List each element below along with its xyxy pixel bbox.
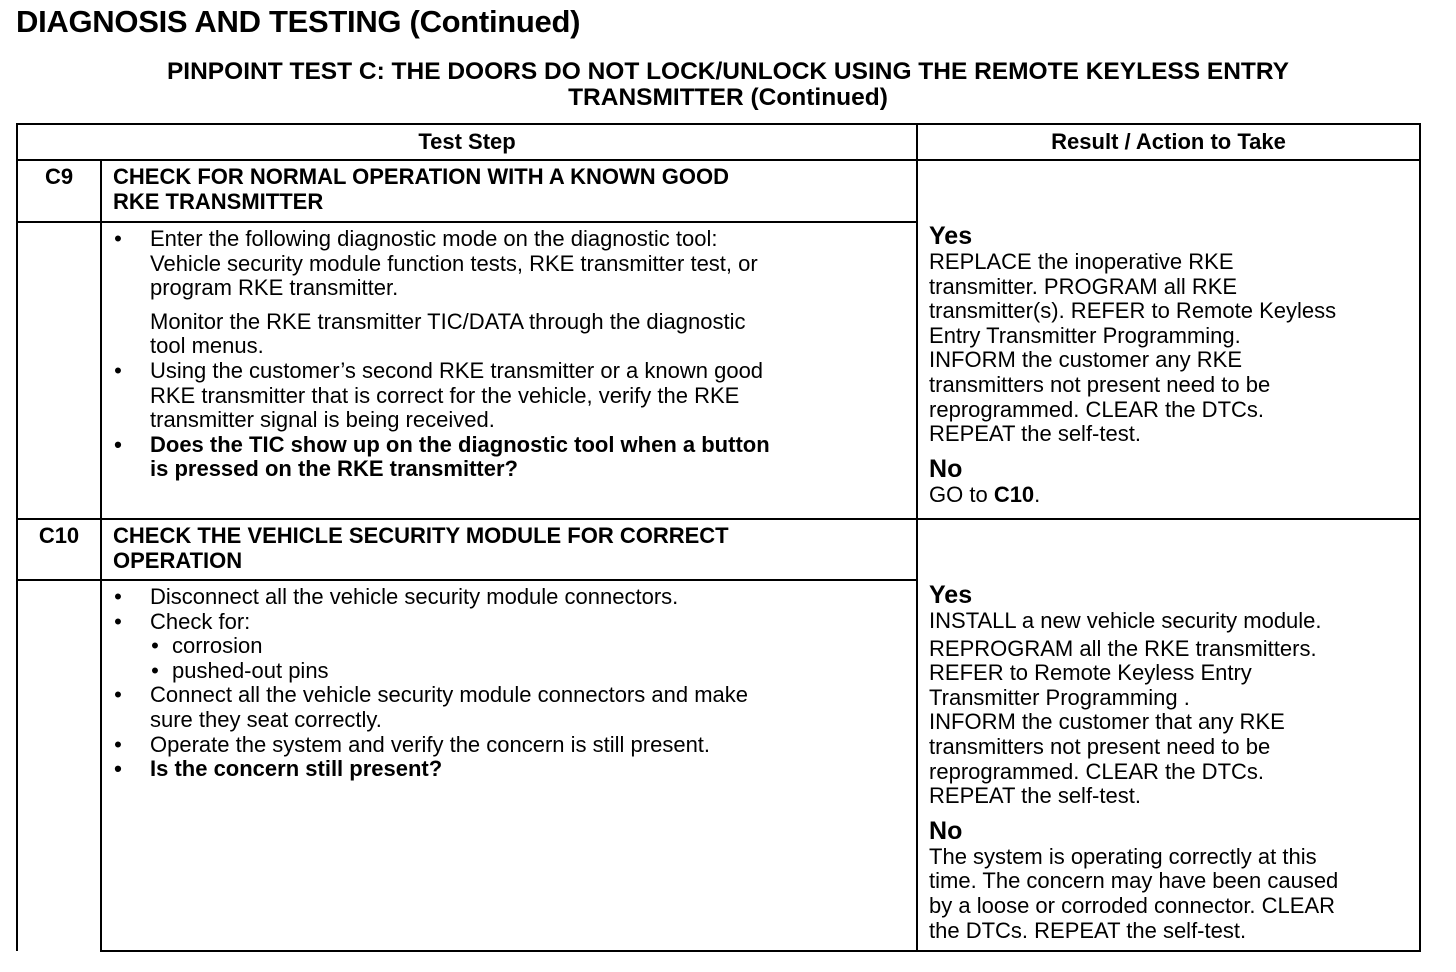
result-c10-yes-line: transmitters not present need to be <box>929 733 1271 759</box>
text-line: Enter the following diagnostic mode on the diagnostic tool: <box>150 226 718 251</box>
step-c10-item-4 <box>113 733 906 758</box>
step-title-c9-line-1: CHECK FOR NORMAL OPERATION WITH A KNOWN GOOD <box>113 164 729 189</box>
step-c9-item-1 <box>113 227 906 359</box>
result-c10-yes-line: Transmitter Programming . <box>929 684 1190 710</box>
step-c10-instructions <box>101 580 917 951</box>
step-c10-number-spacer <box>17 580 101 951</box>
text-line: Disconnect all the vehicle security module connectors. <box>150 584 679 609</box>
bullet: • <box>114 682 122 708</box>
step-c9-question <box>113 433 906 482</box>
text-line: Check for: <box>150 608 251 634</box>
table-header-row <box>17 124 1420 160</box>
text-line: corrosion <box>172 633 263 659</box>
step-title-c10-line-2: OPERATION <box>113 547 243 573</box>
test-title-line-2: TRANSMITTER (Continued) <box>568 84 888 111</box>
step-c10-item-2 <box>113 610 906 684</box>
result-c9-yes-line: REPLACE the inoperative RKE <box>929 249 1234 274</box>
pinpoint-test-title <box>40 59 1416 111</box>
step-c10-header-row <box>17 519 1420 580</box>
step-c9-number-spacer <box>17 222 101 519</box>
text-line: Using the customer’s second RKE transmitter or a known good <box>150 357 764 383</box>
result-c10-yes-line: INSTALL a new vehicle security module. <box>929 608 1322 633</box>
result-c10-yes-line: REFER to Remote Keyless Entry <box>929 660 1252 686</box>
result-c10-no-line: The system is operating correctly at this <box>929 843 1317 869</box>
check-item-pushed-out-pins <box>150 659 906 684</box>
step-c9-item-2 <box>113 359 906 433</box>
column-header-result: Result / Action to Take <box>917 124 1420 160</box>
step-c10-question <box>113 757 906 782</box>
result-c10-no-label: No <box>929 816 963 845</box>
step-c9-instructions <box>101 222 917 519</box>
bullet: • <box>114 431 122 457</box>
result-c9-no-label: No <box>929 454 963 483</box>
bullet: • <box>114 584 122 609</box>
text-line: transmitter signal is being received. <box>150 407 495 433</box>
bullet: • <box>114 731 122 757</box>
text-line: sure they seat correctly. <box>150 706 382 732</box>
result-c9-no-prefix: GO to <box>929 481 994 507</box>
text-line: Monitor the RKE transmitter TIC/DATA through the diagnostic <box>150 308 746 334</box>
result-c9-yes-line: REPEAT the self-test. <box>929 421 1141 447</box>
result-c10-yes-line: REPROGRAM all the RKE transmitters. <box>929 635 1317 661</box>
bullet: • <box>114 608 122 634</box>
pinpoint-test-table <box>16 123 1421 952</box>
result-c10-yes-line: INFORM the customer that any RKE <box>929 709 1285 735</box>
step-number-c10: C10 <box>17 519 101 580</box>
result-c10-no-line: time. The concern may have been caused <box>929 868 1339 894</box>
result-c9-no-suffix: . <box>1034 481 1041 507</box>
check-for-list <box>150 634 906 683</box>
result-c9-yes-line: Entry Transmitter Programming. <box>929 322 1241 348</box>
result-c9-no-text <box>929 483 1411 508</box>
step-title-c9-line-2: RKE TRANSMITTER <box>113 188 324 214</box>
step-c9-header-row <box>17 160 1420 222</box>
bullet: • <box>114 357 122 383</box>
step-c10-item-3 <box>113 683 906 732</box>
result-c10-no-line: by a loose or corroded connector. CLEAR <box>929 892 1336 918</box>
text-line: pushed-out pins <box>172 657 329 683</box>
bullet: • <box>114 756 122 782</box>
text-line: Vehicle security module function tests, RKE transmitter test, or <box>150 250 758 276</box>
result-c9-yes-line: INFORM the customer any RKE <box>929 347 1242 373</box>
result-c10-yes-text <box>929 637 1411 809</box>
text-line: is pressed on the RKE transmitter? <box>150 456 518 482</box>
result-c9-yes-line: transmitter. PROGRAM all RKE <box>929 273 1238 299</box>
result-c9-yes-line: reprogrammed. CLEAR the DTCs. <box>929 396 1265 422</box>
result-c9 <box>917 160 1420 519</box>
bullet: • <box>151 633 159 659</box>
result-c10 <box>917 519 1420 951</box>
step-c9-note <box>150 310 906 359</box>
step-title-c10 <box>101 519 917 580</box>
test-title-line-1: PINPOINT TEST C: THE DOORS DO NOT LOCK/UNLOCK USING THE REMOTE KEYLESS ENTRY <box>166 58 1290 85</box>
step-c10-item-1 <box>113 585 906 610</box>
text-line: Connect all the vehicle security module connectors and make <box>150 682 748 708</box>
column-header-test-step: Test Step <box>17 124 917 160</box>
text-line: Operate the system and verify the concern is still present. <box>150 731 711 757</box>
result-c10-no-text <box>929 845 1411 943</box>
text-line: tool menus. <box>150 333 264 359</box>
text-line: Does the TIC show up on the diagnostic tool when a button <box>150 431 770 457</box>
result-c10-yes-label: Yes <box>929 581 973 609</box>
text-line: RKE transmitter that is correct for the vehicle, verify the RKE <box>150 382 740 408</box>
result-c9-yes-line: transmitter(s). REFER to Remote Keyless <box>929 298 1337 324</box>
result-c10-yes-line: reprogrammed. CLEAR the DTCs. <box>929 758 1265 784</box>
result-c10-yes-line: REPEAT the self-test. <box>929 783 1141 809</box>
step-title-c10-line-1: CHECK THE VEHICLE SECURITY MODULE FOR CORRECT <box>113 523 729 548</box>
result-c9-yes-line: transmitters not present need to be <box>929 371 1271 397</box>
goto-step-c10-link[interactable]: C10 <box>993 481 1035 507</box>
result-c9-yes-label: Yes <box>929 222 973 250</box>
result-c9-yes-text <box>929 250 1411 447</box>
check-item-corrosion <box>150 634 906 659</box>
result-c10-no-line: the DTCs. REPEAT the self-test. <box>929 917 1247 943</box>
step-number-c9: C9 <box>17 160 101 222</box>
text-line: Is the concern still present? <box>150 756 443 782</box>
step-title-c9 <box>101 160 917 222</box>
bullet: • <box>151 657 159 683</box>
bullet: • <box>114 226 122 251</box>
page-heading: DIAGNOSIS AND TESTING (Continued) <box>16 4 581 39</box>
text-line: program RKE transmitter. <box>150 275 399 301</box>
